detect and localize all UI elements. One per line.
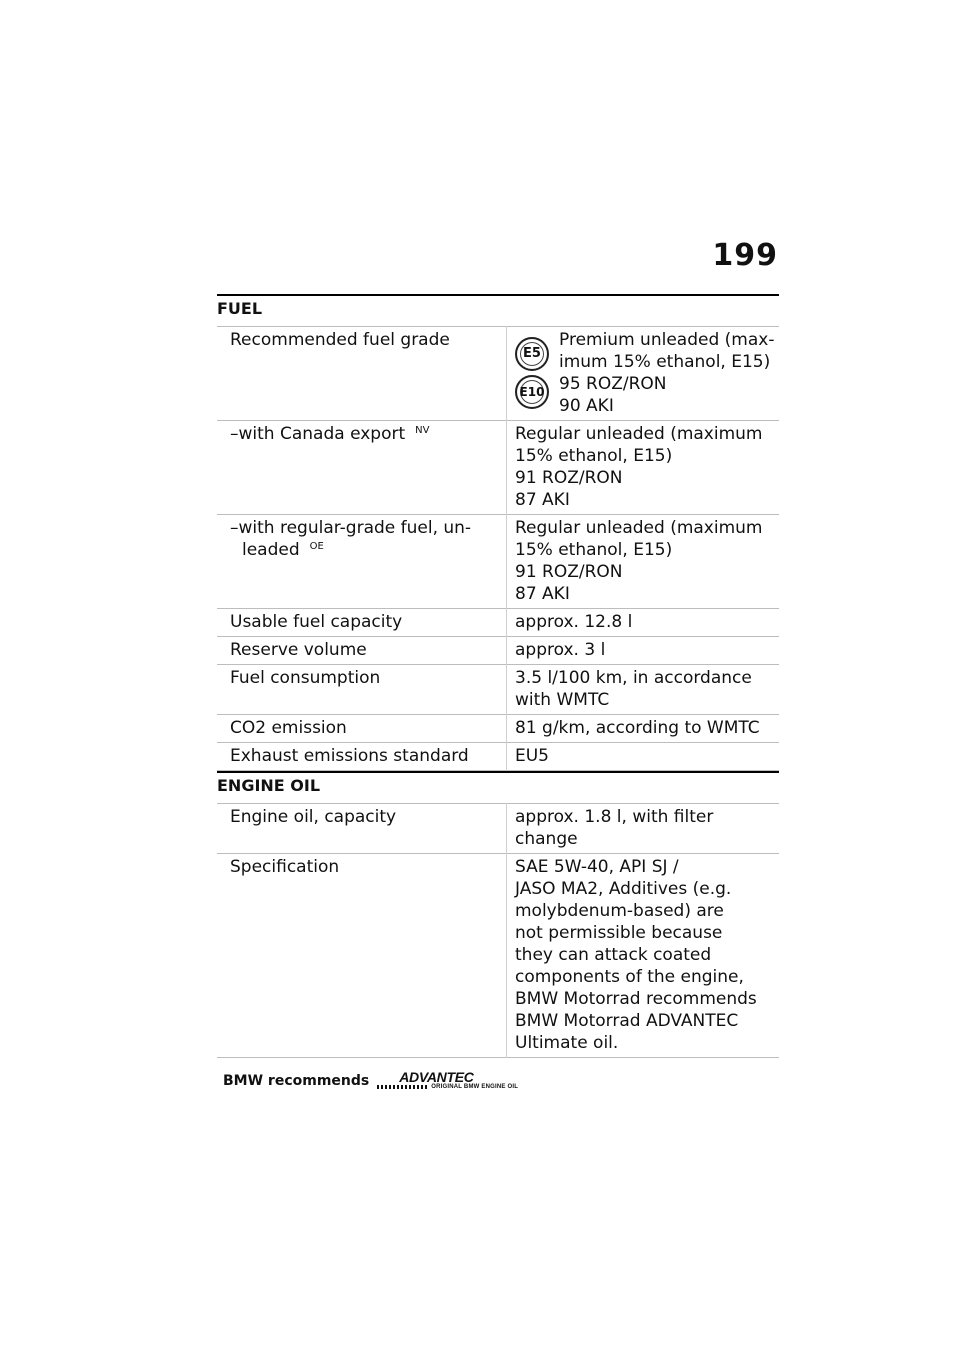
canada-export-label: –with Canada export $^{NV}$ [217,421,507,515]
engine-oil-table [217,803,779,1058]
engine-oil-section-title: ENGINE OIL [217,771,779,803]
fuel-consumption-value: 3.5 l/100 km, in accordance with WMTC [515,668,752,710]
usable-capacity-label: Usable fuel capacity [217,609,507,637]
regular-grade-value: Regular unleaded (maximum 15% ethanol, E15) 91 ROZ/RON 87 AKI [515,518,763,604]
oil-capacity-value: approx. 1.8 l, with filter change [515,807,714,849]
reserve-volume-label: Reserve volume [217,637,507,665]
table-row [217,665,779,715]
co2-emission-value: 81 g/km, according to WMTC [515,718,760,738]
usable-capacity-value: approx. 12.8 l [515,612,633,632]
canada-export-value: Regular unleaded (maximum 15% ethanol, E15) 91 ROZ/RON 87 AKI [515,424,763,510]
table-row [217,637,779,665]
advantec-logo [377,1070,518,1090]
engine-oil-section [217,771,779,1058]
fuel-section [217,294,779,771]
fuel-badges [515,329,555,409]
e5-badge-icon: E5 [515,337,549,371]
table-row [217,515,779,609]
oil-capacity-label: Engine oil, capacity [217,804,507,854]
fuel-consumption-label: Fuel consumption [217,665,507,715]
specification-value: SAE 5W-40, API SJ / JASO MA2, Additives (e.g. molybdenum-based) are not permissible because they can attack coated components of the engine, BMW Motorrad recommends BMW Motorrad ADVANTEC Ultimate oil. [515,857,757,1053]
advantec-logo-tagline: ORIGINAL BMW ENGINE OIL [431,1084,519,1090]
reserve-volume-value: approx. 3 l [515,640,606,660]
recommended-fuel-label: Recommended fuel grade [217,327,507,421]
table-row [217,743,779,771]
table-row [217,609,779,637]
oe-superscript: OE [309,541,324,552]
footer-recommendation [223,1070,518,1090]
co2-emission-label: CO2 emission [217,715,507,743]
nv-superscript: NV [415,425,430,436]
recommended-fuel-value: Premium unleaded (max- imum 15% ethanol, E15) 95 ROZ/RON 90 AKI [559,330,775,416]
table-row [217,421,779,515]
table-row [217,327,779,421]
fuel-table [217,326,779,771]
exhaust-standard-label: Exhaust emissions standard [217,743,507,771]
table-row [217,715,779,743]
page-number: 199 [712,238,778,273]
fuel-section-title: FUEL [217,294,779,326]
table-row [217,804,779,854]
footer-text: BMW recommends [223,1073,370,1089]
table-row [217,854,779,1058]
regular-grade-label: –with regular-grade fuel, un- leaded $^{OE}$ [217,515,507,609]
specification-label: Specification [217,854,507,1058]
advantec-logo-word: ADVANTEC [399,1069,474,1085]
exhaust-standard-value: EU5 [515,746,549,766]
barcode-stripes-icon [377,1085,429,1089]
e10-badge-icon: E10 [515,375,549,409]
